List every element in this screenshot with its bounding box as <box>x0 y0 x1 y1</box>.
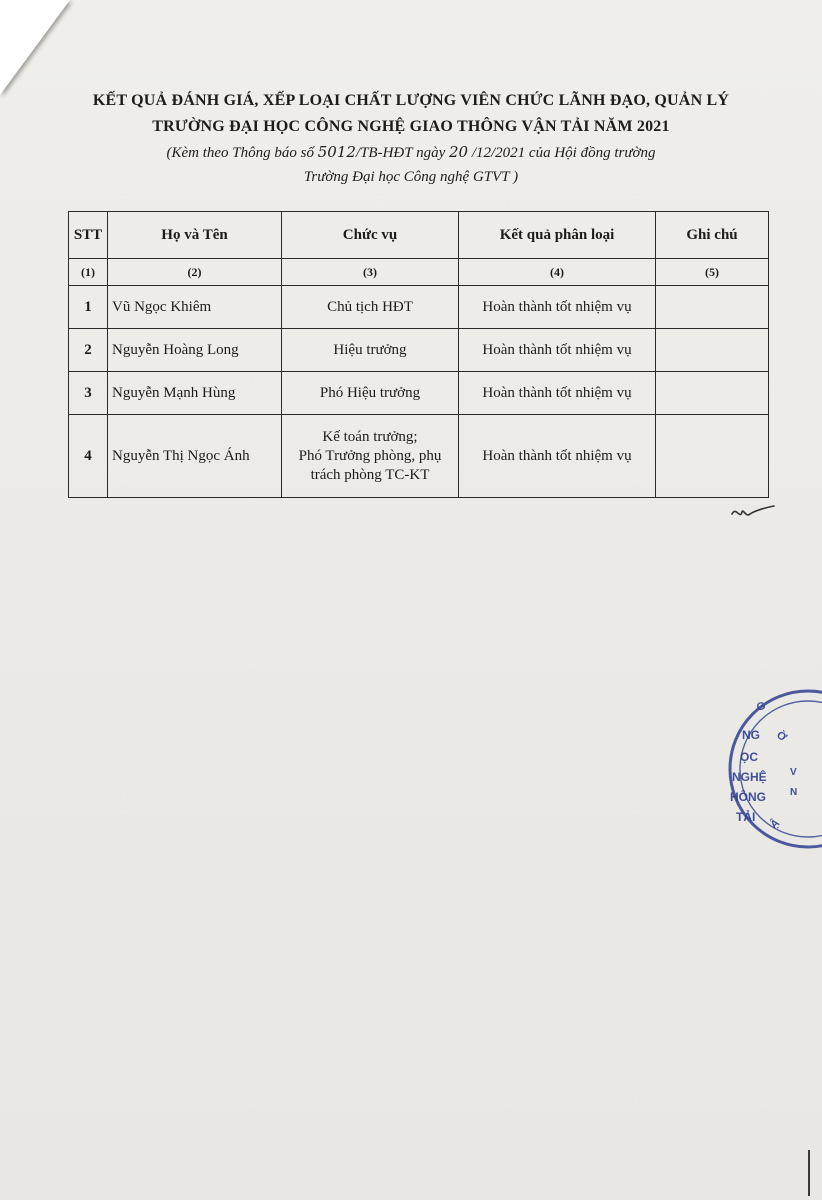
row-stt: 2 <box>69 329 108 372</box>
header-stt: STT <box>69 212 108 259</box>
subtitle-line-2: Trường Đại học Công nghệ GTVT ) <box>303 169 519 185</box>
row-position <box>282 415 459 498</box>
seal-ring-letter: Ậ <box>768 816 783 832</box>
subtitle-suffix: /12/2021 của Hội đồng trường <box>468 145 656 161</box>
row-result: Hoàn thành tốt nhiệm vụ <box>459 415 656 498</box>
table-header-row <box>69 212 769 259</box>
handwritten-notice-number: 5012 <box>317 143 356 161</box>
row-note <box>656 415 769 498</box>
seal-text-line: TẢI <box>736 810 756 824</box>
row-name: Nguyễn Mạnh Hùng <box>108 372 282 415</box>
column-number: (3) <box>282 259 459 286</box>
handwritten-notice-day: 20 <box>448 143 469 161</box>
seal-text-line: HÔNG <box>730 790 766 804</box>
row-name: Nguyễn Thị Ngọc Ánh <box>108 415 282 498</box>
seal-ring-letter: V <box>790 767 797 778</box>
row-name: Vũ Ngọc Khiêm <box>108 286 282 329</box>
position-line: trách phòng TC-KT <box>310 466 430 483</box>
initial-signature-icon <box>728 500 776 524</box>
seal-ring-letter: N <box>790 787 798 798</box>
seal-text-line: ỌC <box>740 750 758 764</box>
title-line-1: KẾT QUẢ ĐÁNH GIÁ, XẾP LOẠI CHẤT LƯỢNG VIÊN CHỨC LÃNH ĐẠO, QUẢN LÝ <box>92 92 730 109</box>
folded-corner <box>0 0 70 95</box>
row-position: Chủ tịch HĐT <box>282 286 459 329</box>
row-result: Hoàn thành tốt nhiệm vụ <box>459 286 656 329</box>
row-note <box>656 286 769 329</box>
row-position: Phó Hiệu trưởng <box>282 372 459 415</box>
document-header <box>60 88 762 189</box>
table-row <box>69 286 769 329</box>
seal-text-line: NG <box>742 728 760 742</box>
table-row <box>69 372 769 415</box>
table-row <box>69 415 769 498</box>
row-note <box>656 372 769 415</box>
subtitle-prefix: (Kèm theo Thông báo số <box>166 145 318 161</box>
official-seal-stamp <box>710 683 822 853</box>
row-stt: 4 <box>69 415 108 498</box>
column-number: (4) <box>459 259 656 286</box>
row-position: Hiệu trưởng <box>282 329 459 372</box>
row-result: Hoàn thành tốt nhiệm vụ <box>459 329 656 372</box>
header-name: Họ và Tên <box>108 212 282 259</box>
row-result: Hoàn thành tốt nhiệm vụ <box>459 372 656 415</box>
header-result: Kết quả phân loại <box>459 212 656 259</box>
position-line: Phó Trưởng phòng, phụ <box>298 447 442 464</box>
seal-text-line: NGHỆ <box>732 770 767 784</box>
subtitle-line-1 <box>60 140 762 165</box>
header-position: Chức vụ <box>282 212 459 259</box>
row-note <box>656 329 769 372</box>
seal-ring-letter: G <box>755 699 768 714</box>
column-number: (1) <box>69 259 108 286</box>
column-number: (5) <box>656 259 769 286</box>
header-note: Ghi chú <box>656 212 769 259</box>
column-number-row <box>69 259 769 286</box>
table-row <box>69 329 769 372</box>
row-stt: 1 <box>69 286 108 329</box>
position-line: Kế toán trưởng; <box>322 428 418 445</box>
results-table <box>68 211 769 498</box>
title-line-2: TRƯỜNG ĐẠI HỌC CÔNG NGHỆ GIAO THÔNG VẬN TẢI NĂM 2021 <box>152 118 670 135</box>
row-stt: 3 <box>69 372 108 415</box>
subtitle-mid: /TB-HĐT ngày <box>355 145 449 161</box>
row-name: Nguyễn Hoàng Long <box>108 329 282 372</box>
seal-ring-letter: Ờ <box>774 729 789 745</box>
page-edge-mark <box>808 1150 810 1196</box>
column-number: (2) <box>108 259 282 286</box>
